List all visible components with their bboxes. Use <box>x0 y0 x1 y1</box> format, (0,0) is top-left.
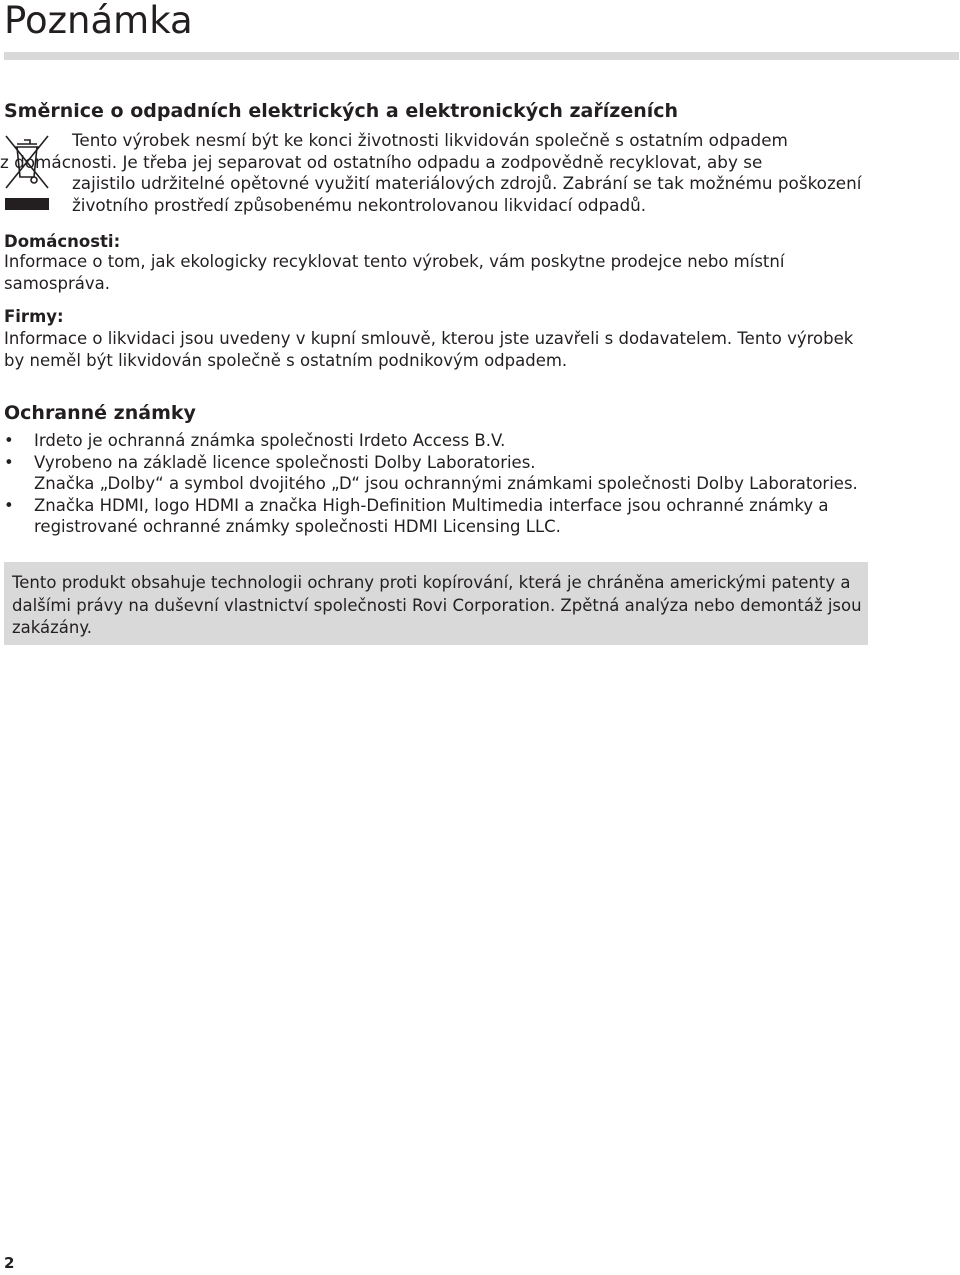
page-number: 2 <box>4 1254 15 1272</box>
rovi-notice-text: Tento produkt obsahuje technologii ochrany proti kopírování, která je chráněna americkými patenty a dalšími právy na duševní vlastnictví společnosti Rovi Corporation. Zpětná analýza nebo demontáž jsou zakázány. <box>12 573 862 637</box>
weee-line-2: z domácnosti. Je třeba jej separovat od ostatního odpadu a zodpovědně recyklovat, aby se <box>0 151 763 172</box>
rovi-notice-box <box>4 562 868 645</box>
trademark-hdmi: Značka HDMI, logo HDMI a značka High-Definition Multimedia interface jsou ochranné známky a registrované ochranné známky společnosti HDMI Licensing LLC. <box>34 495 829 536</box>
trademark-dolby-continuation: Značka „Dolby“ a symbol dvojitého „D“ jsou ochrannými známkami společnosti Dolby Laboratories. <box>34 474 858 493</box>
bullet-marker: • <box>4 452 14 472</box>
weee-line-4: životního prostředí způsobenému nekontrolovanou likvidací odpadů. <box>72 194 647 215</box>
weee-heading: Směrnice o odpadních elektrických a elektronických zařízeních <box>4 100 679 122</box>
list-item <box>4 495 884 538</box>
list-item <box>4 430 884 452</box>
businesses-text: Informace o likvidaci jsou uvedeny v kupní smlouvě, kterou jste uzavřeli s dodavatelem. Tento výrobek by neměl být likvidován společně s ostatním podnikovým odpadem. <box>4 329 854 370</box>
list-item <box>4 452 884 495</box>
households-text: Informace o tom, jak ekologicky recyklovat tento výrobek, vám poskytne prodejce nebo místní samospráva. <box>4 252 785 293</box>
trademark-irdeto: Irdeto je ochranná známka společnosti Irdeto Access B.V. <box>34 431 506 450</box>
businesses-label: Firmy: <box>4 307 64 326</box>
weee-line-3: zajistilo udržitelné opětovné využití materiálových zdrojů. Zabrání se tak možnému poškození <box>72 173 862 193</box>
bullet-marker: • <box>4 495 14 515</box>
bullet-marker: • <box>4 431 14 450</box>
trademarks-heading: Ochranné známky <box>4 402 196 424</box>
households-label: Domácnosti: <box>4 232 121 251</box>
weee-line-1: Tento výrobek nesmí být ke konci životnosti likvidován společně s ostatním odpadem <box>72 130 788 150</box>
trademark-dolby: Vyrobeno na základě licence společnosti Dolby Laboratories. <box>34 452 536 472</box>
trademarks-list <box>4 430 884 538</box>
page-title: Poznámka <box>4 0 193 42</box>
title-divider <box>4 52 959 60</box>
